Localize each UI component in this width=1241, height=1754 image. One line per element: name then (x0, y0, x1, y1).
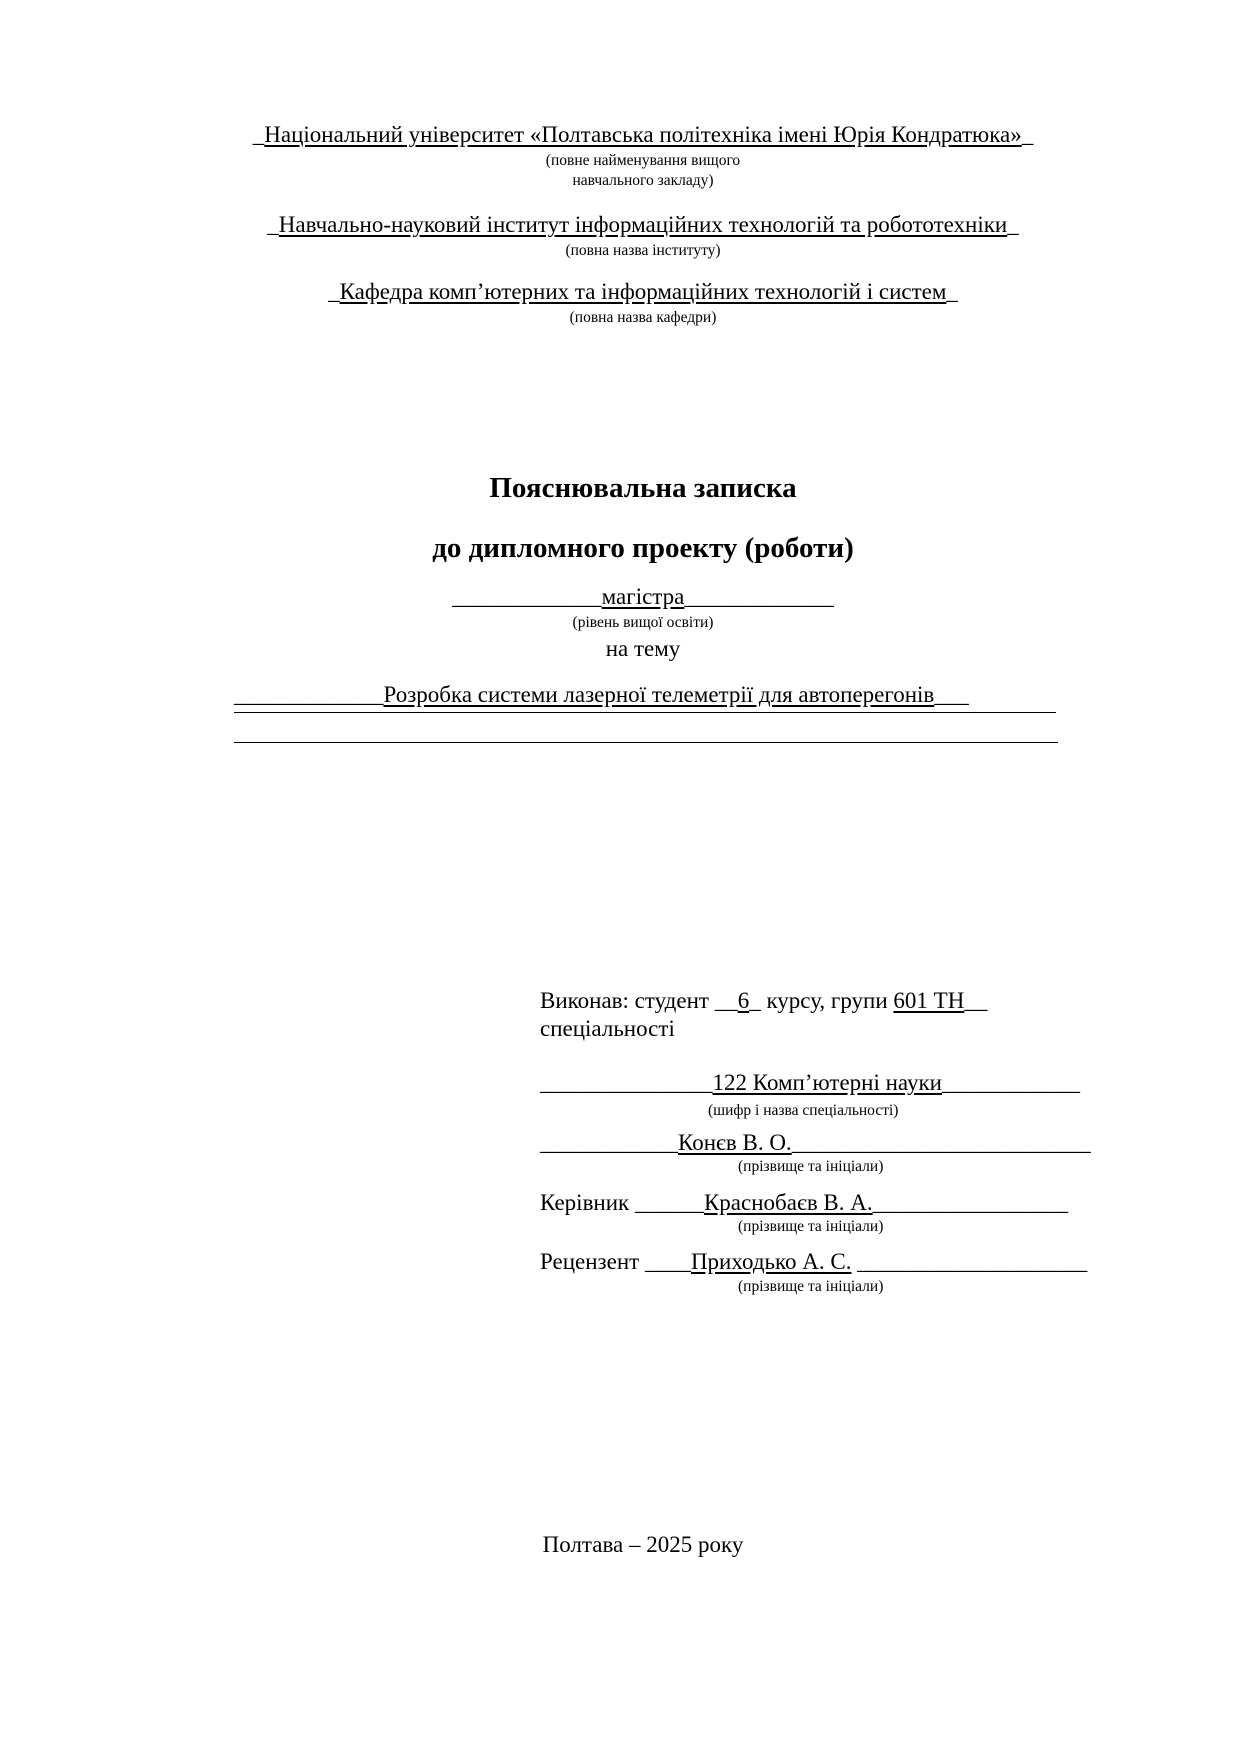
supervisor-name: Краснобаєв В. А. (703, 1190, 873, 1215)
university-caption-2: навчального закладу) (572, 172, 714, 189)
student-name-line: ____________Конєв В. О.__________________________ (540, 1130, 1091, 1155)
supervisor-line: Керівник ______Краснобаєв В. А._________________ (540, 1190, 1069, 1215)
university-line: _Національний університет «Полтавська політехніка імені Юрія Кондратюка»_ (252, 122, 1034, 147)
institute-name: Навчально-науковий інститут інформаційних технологій та робототехніки (278, 212, 1008, 237)
department-name: Кафедра комп’ютерних та інформаційних технологій і систем (339, 279, 947, 304)
level-caption: (рівень вищої освіти) (572, 614, 714, 631)
specialty-caption: (шифр і назва спеціальності) (708, 1102, 899, 1119)
title-line-2: до дипломного проекту (роботи) (432, 532, 854, 564)
department-caption: (повна назва кафедри) (569, 309, 717, 326)
reviewer-label: Рецензент (540, 1249, 640, 1274)
topic-label: на тему (605, 636, 681, 661)
title-line-1: Пояснювальна записка (489, 472, 797, 504)
group: 601 ТН (893, 988, 965, 1013)
student-name: Конєв В. О. (678, 1130, 792, 1155)
institute-line: _Навчально-науковий інститут інформаційних технологій та робототехніки_ (267, 212, 1019, 237)
student-line: Виконав: студент __6_ курсу, групи 601 ТН__ (540, 988, 988, 1013)
university-name: Національний університет «Полтавська політехніка імені Юрія Кондратюка» (264, 122, 1022, 147)
level-line: _____________магістра_____________ (452, 584, 834, 609)
topic-line: _____________Розробка системи лазерної телеметрії для автоперегонів___ (234, 682, 969, 707)
department-line: _Кафедра комп’ютерних та інформаційних технологій і систем_ (328, 279, 958, 304)
education-level: магістра (601, 584, 685, 609)
student-prefix: Виконав: студент (540, 988, 709, 1013)
city-year: Полтава – 2025 року (542, 1532, 744, 1557)
course: 6 (737, 988, 750, 1013)
topic-blank-line-2 (234, 740, 1058, 743)
topic-blank-line-1 (234, 710, 1056, 713)
student-name-caption: (прізвище та ініціали) (738, 1158, 884, 1175)
specialty-line: _______________122 Комп’ютерні науки____________ (540, 1070, 1080, 1095)
institute-caption: (повна назва інституту) (565, 242, 721, 259)
supervisor-caption: (прізвище та ініціали) (738, 1218, 884, 1235)
reviewer-name: Приходько А. С. (690, 1249, 852, 1274)
reviewer-caption: (прізвище та ініціали) (738, 1278, 884, 1295)
supervisor-label: Керівник (540, 1190, 630, 1215)
reviewer-line: Рецензент ____Приходько А. С. ____________________ (540, 1249, 1088, 1274)
topic: Розробка системи лазерної телеметрії для автоперегонів (383, 682, 935, 707)
university-caption-1: (повне найменування вищого (545, 152, 741, 169)
specialty-label: спеціальності (540, 1016, 675, 1041)
course-label: курсу, групи (766, 988, 888, 1013)
specialty: 122 Комп’ютерні науки (712, 1070, 942, 1095)
